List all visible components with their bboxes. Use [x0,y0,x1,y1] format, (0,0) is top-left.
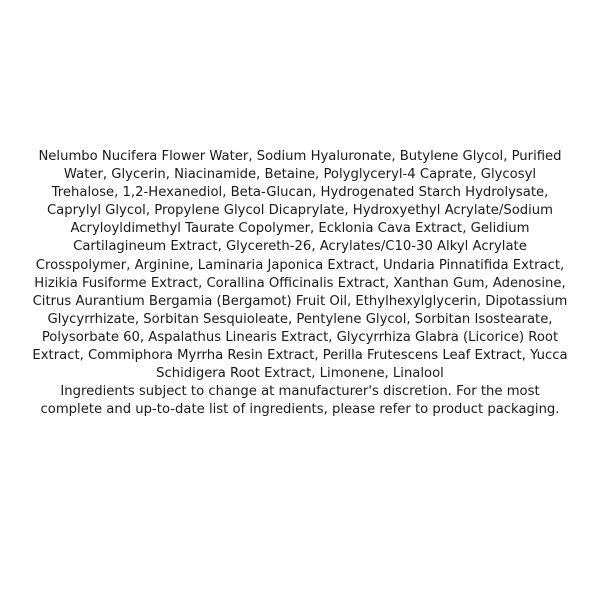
ingredients-text-block [30,148,570,419]
disclaimer-text: Ingredients subject to change at manufacturer's discretion. For the most complete and up-to-date list of ingredients, please refer to product packaging. [40,384,560,418]
ingredients-list: Nelumbo Nucifera Flower Water, Sodium Hyaluronate, Butylene Glycol, Purified Water, Glycerin, Niacinamide, Betaine, Polyglyceryl-4 Caprate, Glycosyl Trehalose, 1,2-Hexanediol, Beta-Glucan, Hydrogenated Starch Hydrolysate, Caprylyl Glycol, Propylene Glycol Dicaprylate, Hydroxyethyl Acrylate/Sodium Acryloyldimethyl Taurate Copolymer, Ecklonia Cava Extract, Gelidium Cartilagineum Extract, Glycereth-26, Acrylates/C10-30 Alkyl Acrylate Crosspolymer, Arginine, Laminaria Japonica Extract, Undaria Pinnatifida Extract, Hizikia Fusiforme Extract, Corallina Officinalis Extract, Xanthan Gum, Adenosine, Citrus Aurantium Bergamia (Bergamot) Fruit Oil, Ethylhexylglycerin, Dipotassium Glycyrrhizate, Sorbitan Sesquioleate, Pentylene Glycol, Sorbitan Isostearate, Polysorbate 60, Aspalathus Linearis Extract, Glycyrrhiza Glabra (Licorice) Root Extract, Commiphora Myrrha Resin Extract, Perilla Frutescens Leaf Extract, Yucca Schidigera Root Extract, Limonene, Linalool [32,149,568,382]
